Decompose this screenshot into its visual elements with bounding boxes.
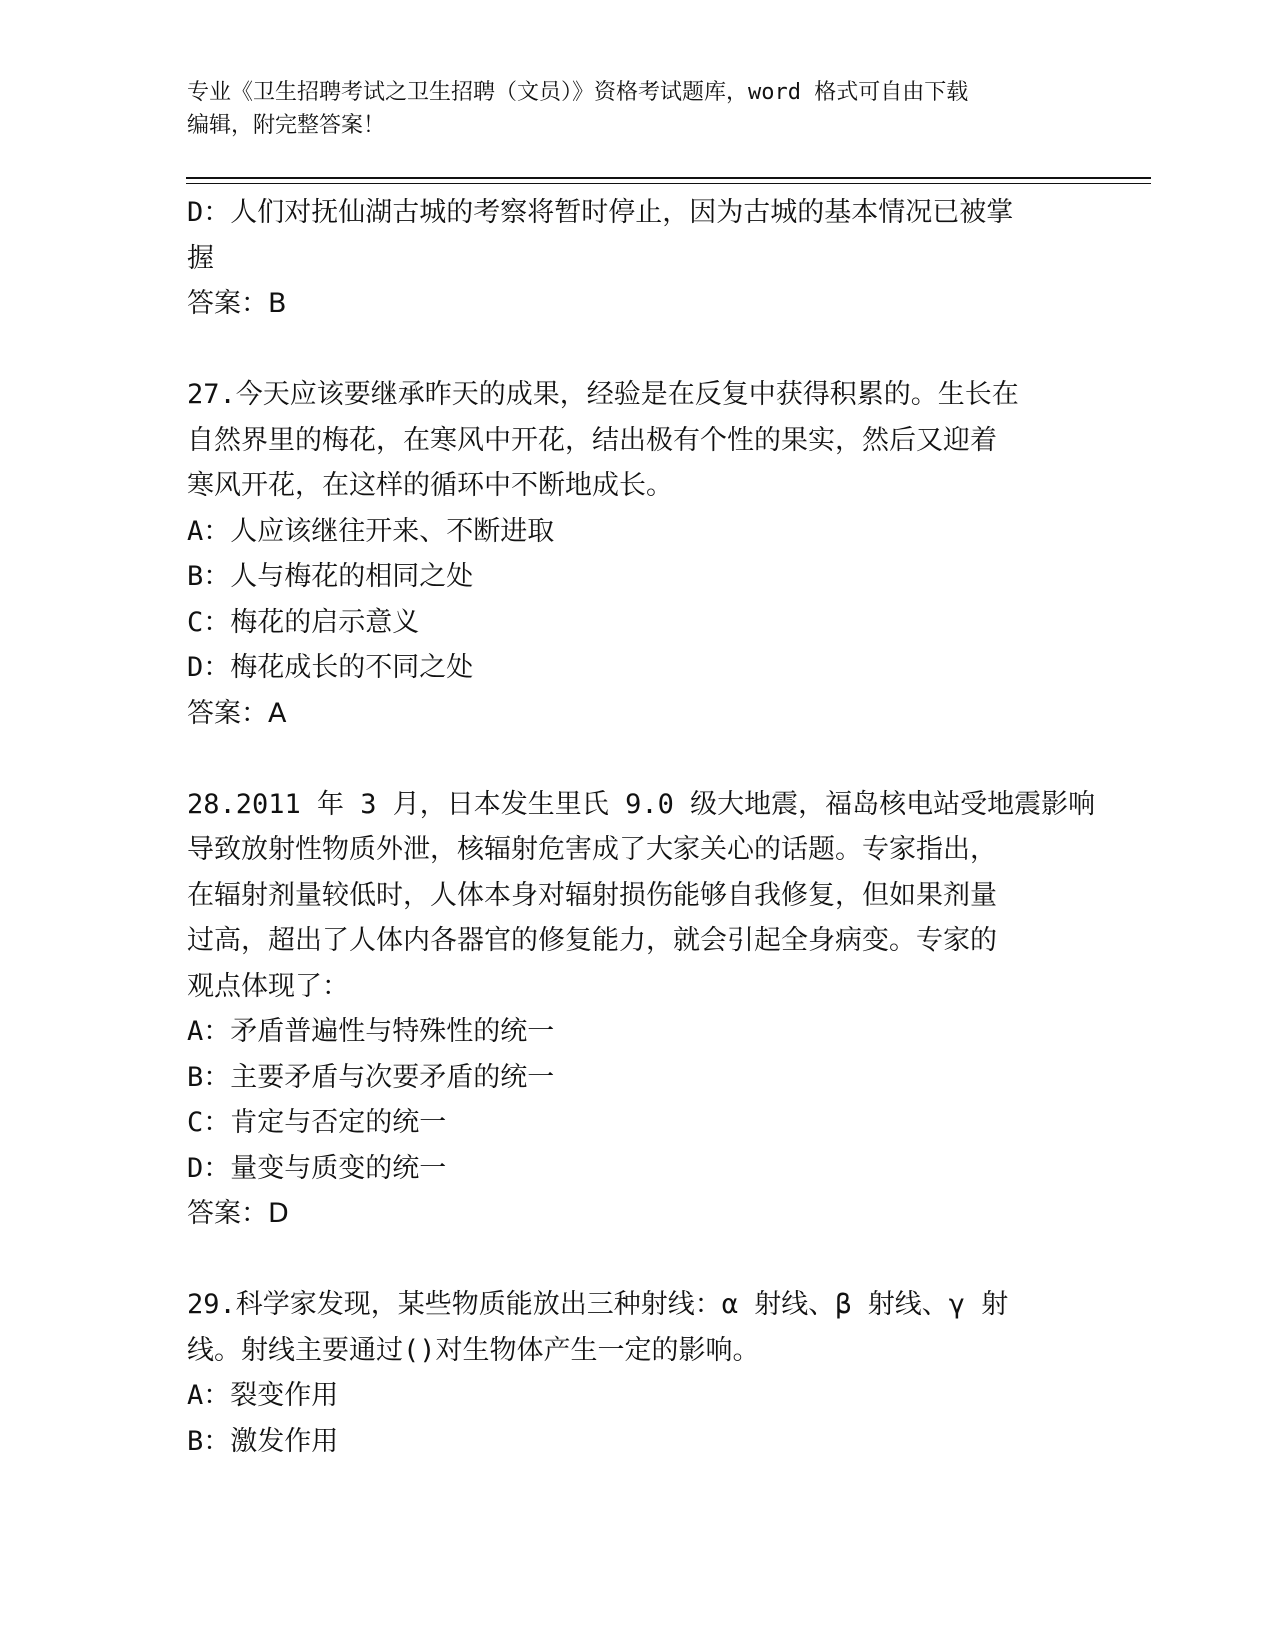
q28-stem-line-1: 28.2011 年 3 月，日本发生里氏 9.0 级大地震，福岛核电站受地震影响 — [187, 788, 1096, 820]
q28-option-c: C：肯定与否定的统一 — [187, 1107, 447, 1138]
q29-option-b: B：激发作用 — [187, 1425, 339, 1457]
question-29 — [187, 1282, 1087, 1464]
question-26 — [187, 190, 1087, 327]
q27-option-d: D：梅花成长的不同之处 — [187, 652, 474, 683]
q28-stem-line-5: 观点体现了： — [187, 970, 349, 1002]
q27-option-a: A：人应该继往开来、不断进取 — [187, 515, 555, 547]
q28-stem-line-2: 导致放射性物质外泄，核辐射危害成了大家关心的话题。专家指出， — [187, 834, 997, 865]
q27-stem-line-1: 27.今天应该要继承昨天的成果，经验是在反复中获得积累的。生长在 — [187, 379, 1019, 410]
q27-stem-line-2: 自然界里的梅花，在寒风中开花，结出极有个性的果实，然后又迎着 — [187, 424, 997, 456]
header-line-2: 编辑，附完整答案！ — [187, 113, 386, 138]
q28-answer: 答案：D — [187, 1198, 289, 1229]
header-divider-thick — [186, 177, 1151, 179]
header-divider-thin — [186, 183, 1151, 184]
question-content — [187, 190, 1096, 1464]
q28-stem-line-3: 在辐射剂量较低时，人体本身对辐射损伤能够自我修复，但如果剂量 — [187, 879, 997, 911]
document-header — [187, 76, 1067, 142]
q28-option-a: A：矛盾普遍性与特殊性的统一 — [187, 1016, 555, 1047]
q28-stem-line-4: 过高，超出了人体内各器官的修复能力，就会引起全身病变。专家的 — [187, 925, 997, 956]
q27-answer: 答案：A — [187, 697, 287, 729]
spacer — [187, 327, 1087, 373]
q26-answer: 答案：B — [187, 288, 287, 319]
q26-option-d-line-2: 握 — [187, 242, 214, 274]
q26-option-d-line-1: D：人们对抚仙湖古城的考察将暂时停止，因为古城的基本情况已被掌 — [187, 197, 1014, 228]
q29-stem-line-2: 线。射线主要通过()对生物体产生一定的影响。 — [187, 1334, 760, 1366]
q29-stem-line-1: 29.科学家发现，某些物质能放出三种射线：α 射线、β 射线、γ 射 — [187, 1289, 1009, 1320]
q28-option-b: B：主要矛盾与次要矛盾的统一 — [187, 1061, 555, 1093]
spacer — [187, 1237, 1087, 1283]
q27-stem-line-3: 寒风开花，在这样的循环中不断地成长。 — [187, 470, 673, 501]
q27-option-b: B：人与梅花的相同之处 — [187, 561, 474, 592]
spacer — [187, 736, 1087, 782]
question-27 — [187, 372, 1087, 736]
header-line-1: 专业《卫生招聘考试之卫生招聘（文员）》资格考试题库，word 格式可自由下载 — [187, 80, 969, 105]
q27-option-c: C：梅花的启示意义 — [187, 606, 420, 638]
q28-option-d: D：量变与质变的统一 — [187, 1152, 447, 1184]
q29-option-a: A：裂变作用 — [187, 1380, 339, 1411]
question-28 — [187, 782, 1096, 1237]
